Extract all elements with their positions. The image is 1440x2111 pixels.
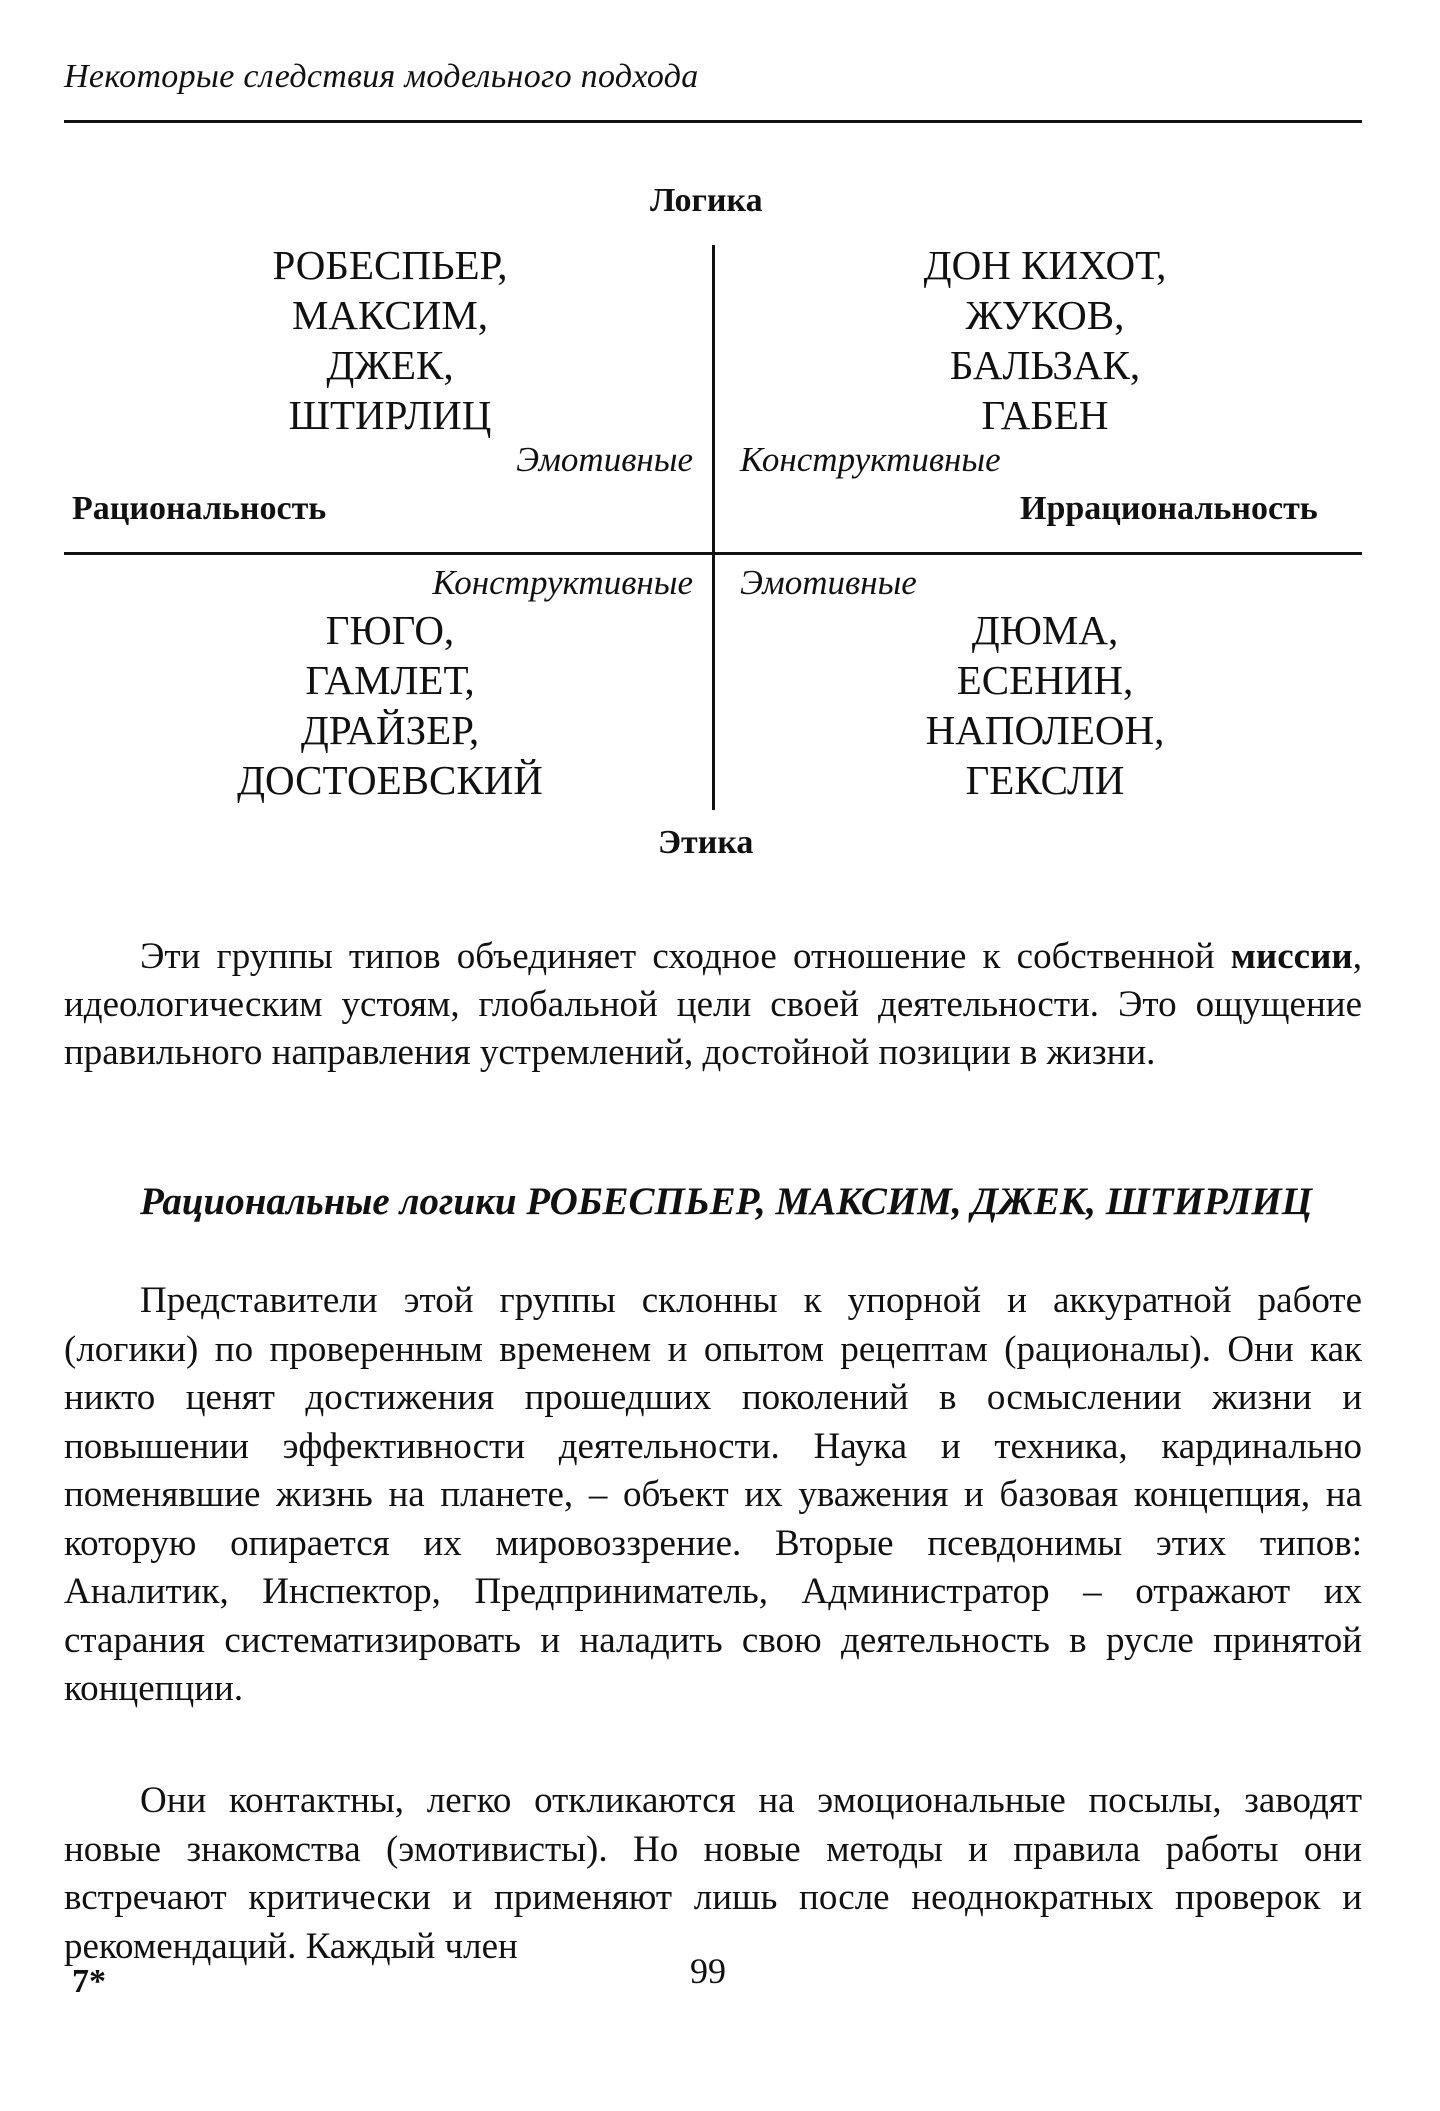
quadrant-top-right-sublabel: Конструктивные (740, 440, 1001, 479)
type-name: РОБЕСПЬЕР, (272, 242, 508, 288)
quadrant-bottom-right-names (765, 605, 1325, 805)
type-name: ДОСТОЕВСКИЙ (237, 757, 543, 803)
quadrant-bottom-left-sublabel: Конструктивные (432, 563, 693, 602)
paragraph-text: , идеологическим устоям, глобальной цели своей деятельности. Это ощущение правильного направления устремлений, достойной позиции в жизни. (64, 936, 1362, 1073)
section-title: Рациональные логики РОБЕСПЬЕР, МАКСИМ, ДЖЕК, ШТИРЛИЦ (140, 1180, 1313, 1223)
type-name: ГАБЕН (981, 392, 1109, 438)
paragraph-contacts: Они контактны, легко откликаются на эмоциональные посылы, заводят новые знакомства (эмотивисты). Но новые методы и правила работы они встречают критически и применяют лишь после неоднократных проверок и рекомендаций. Каждый член (64, 1780, 1362, 1967)
type-name: ЖУКОВ, (965, 292, 1125, 338)
quadrant-bottom-left-names (110, 605, 670, 805)
running-head: Некоторые следствия модельного подхода (64, 58, 699, 95)
type-name: ГАМЛЕТ, (305, 657, 475, 703)
type-name: ГЕКСЛИ (965, 757, 1125, 803)
axis-label-bottom: Этика (658, 824, 754, 861)
header-rule (64, 120, 1362, 123)
signature-mark: 7* (72, 1963, 106, 2000)
paragraph-groups-mission (64, 933, 1362, 1077)
type-name: ДРАЙЗЕР, (300, 707, 480, 753)
quadrant-top-left-sublabel: Эмотивные (516, 440, 693, 479)
type-name: ДОН КИХОТ, (923, 242, 1167, 288)
type-name: МАКСИМ, (291, 292, 489, 338)
axis-label-right: Иррациональность (1020, 490, 1318, 527)
quadrant-top-left-names (110, 240, 670, 440)
axis-label-left: Рациональность (72, 490, 327, 527)
paragraph-representatives: Представители этой группы склонны к упорной и аккуратной работе (логики) по проверенным временем и опытом рецептам (рационалы). Они как никто ценят достижения прошедших поколений в осмыслении жизни и повышении эффективности деятельности. Наука и техника, кардинально поменявшие жизнь на планете, – объект их уважения и базовая концепция, на которую опирается их мировоззрение. Вторые псевдонимы этих типов: Аналитик, Инспектор, Предприниматель, Администратор – отражают их старания систематизировать и наладить свою деятельность в русле принятой концепции. (64, 1280, 1362, 1709)
quadrant-bottom-right-sublabel: Эмотивные (740, 563, 917, 602)
type-name: ДЖЕК, (326, 342, 454, 388)
type-name: ШТИРЛИЦ (288, 392, 492, 438)
emphasis-mission: миссии (1230, 936, 1353, 977)
type-name: НАПОЛЕОН, (925, 707, 1165, 753)
diagram-vertical-axis (712, 245, 715, 810)
quadrant-top-right-names (765, 240, 1325, 440)
type-name: ЕСЕНИН, (956, 657, 1134, 703)
type-name: ГЮГО, (325, 607, 455, 653)
type-name: БАЛЬЗАК, (949, 342, 1141, 388)
paragraph-text: Эти группы типов объединяет сходное отношение к собственной (140, 936, 1231, 977)
diagram-horizontal-axis (64, 552, 1362, 555)
page-number: 99 (690, 1951, 726, 1991)
type-name: ДЮМА, (971, 607, 1119, 653)
axis-label-top: Логика (650, 182, 763, 219)
